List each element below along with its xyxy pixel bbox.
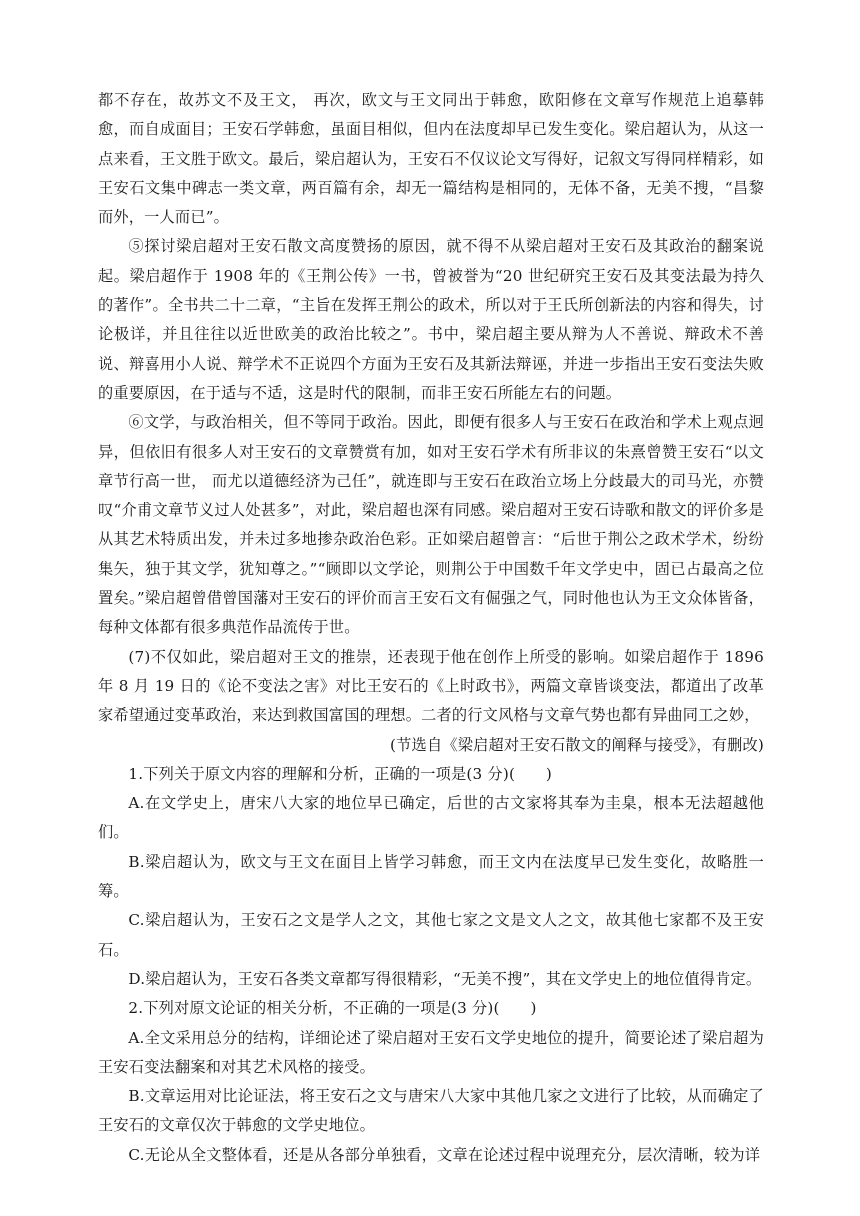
source-citation: (节选自《梁启超对王安石散文的阐释与接受》，有删改) (390, 735, 764, 754)
question-stem: 2.下列对原文论证的相关分析，不正确的一项是(3 分)( ) (128, 999, 537, 1018)
option-a: A.在文学史上，唐宋八大家的地位早已确定，后世的古文家将其奉为圭臬，根本无法超越他们。 (98, 794, 764, 842)
question-1 (98, 760, 764, 994)
paragraph-continued: 都不存在，故苏文不及王文， 再次，欧文与王文同出于韩愈，欧阳修在文章写作规范上追摹韩愈，而自成面目；王安石学韩愈，虽面目相似，但内在法度却早已发生变化。梁启超认为，从这一点来看，王文胜于欧文。最后，梁启超认为，王安石不仅议论文写得好，记叙文写得同样精彩，如王安石文集中碑志一类文章，两百篇有余，却无一篇结构是相同的，无体不备，无美不搜，“昌黎而外，一人而已”。 (98, 91, 764, 227)
option-b: B.梁启超认为，欧文与王文在面目上皆学习韩愈，而王文内在法度早已发生变化，故略胜一筹。 (98, 852, 764, 901)
paragraph-6: ⑥文学，与政治相关，但不等同于政治。因此，即便有很多人与王安石在政治和学术上观点迥异，但依旧有很多人对王安石的文章赞赏有加，如对王安石学术有所非议的朱熹曾赞王安石“以文章节行高一世， 而尤以道德经济为己任”，就连即与王安石在政治立场上分歧最大的司马光，亦赞叹“介甫文章节义过人处甚多”，对此，梁启超也深有同感。梁启超对王安石诗歌和散文的评价多是从其艺术特质出发，并未过多地掺杂政治色彩。正如梁启超曾言：“后世于荆公之政术学术，纷纷集矢，独于其文学，犹知尊之。”“顾即以文学论，则荆公于中国数千年文学史中，固已占最高之位置矣。”梁启超曾借曾国藩对王安石的评价而言王安石文有倔强之气，同时他也认为王文众体皆备，每种文体都有很多典范作品流传于世。 (98, 413, 764, 637)
option-b: B.文章运用对比论证法，将王安石之文与唐宋八大家中其他几家之文进行了比较，从而确定了王安石的文章仅次于韩愈的文学史地位。 (98, 1087, 764, 1135)
paragraph-5: ⑤探讨梁启超对王安石散文高度赞扬的原因，就不得不从梁启超对王安石及其政治的翻案说起。梁启超作于 1908 年的《王荆公传》一书，曾被誉为“20 世纪研究王安石及其变法最为持久的著作”。全书共二十二章，“主旨在发挥王荆公的政术，所以对于王氏所创新法的内容和得失，讨论极详，并且往往以近世欧美的政治比较之”。书中，梁启超主要从辩为人不善说、辩政术不善说、辩喜用小人说、辩学术不正说四个方面为王安石及其新法辩诬，并进一步指出王安石变法失败的重要原因，在于适与不适，这是时代的限制，而非王安石所能左右的问题。 (98, 237, 764, 402)
option-c: C.无论从全文整体看，还是从各部分单独看，文章在论述过程中说理充分，层次清晰，较为详 (128, 1145, 761, 1164)
question-stem: 1.下列关于原文内容的理解和分析，正确的一项是(3 分)( ) (128, 764, 552, 783)
question-2 (98, 994, 764, 1170)
document-page (98, 86, 764, 1170)
option-c: C.梁启超认为，王安石之文是学人之文，其他七家之文是文人之文，故其他七家都不及王安石。 (98, 911, 764, 959)
option-a: A.全文采用总分的结构，详细论述了梁启超对王安石文学史地位的提升，简要论述了梁启超为王安石变法翻案和对其艺术风格的接受。 (98, 1028, 764, 1076)
paragraph-7: (7)不仅如此，梁启超对王文的推崇，还表现于他在创作上所受的影响。如梁启超作于 1896 年 8 月 19 日的《论不变法之害》对比王安石的《上时政书》，两篇文章皆谈变法，都道出了改革家希望通过变革政治，来达到救国富国的理想。二者的行文风格与文章气势也都有异曲同工之妙， (98, 647, 764, 725)
option-d: D.梁启超认为，王安石各类文章都写得很精彩，“无美不搜”，其在文学史上的地位值得肯定。 (128, 969, 762, 988)
